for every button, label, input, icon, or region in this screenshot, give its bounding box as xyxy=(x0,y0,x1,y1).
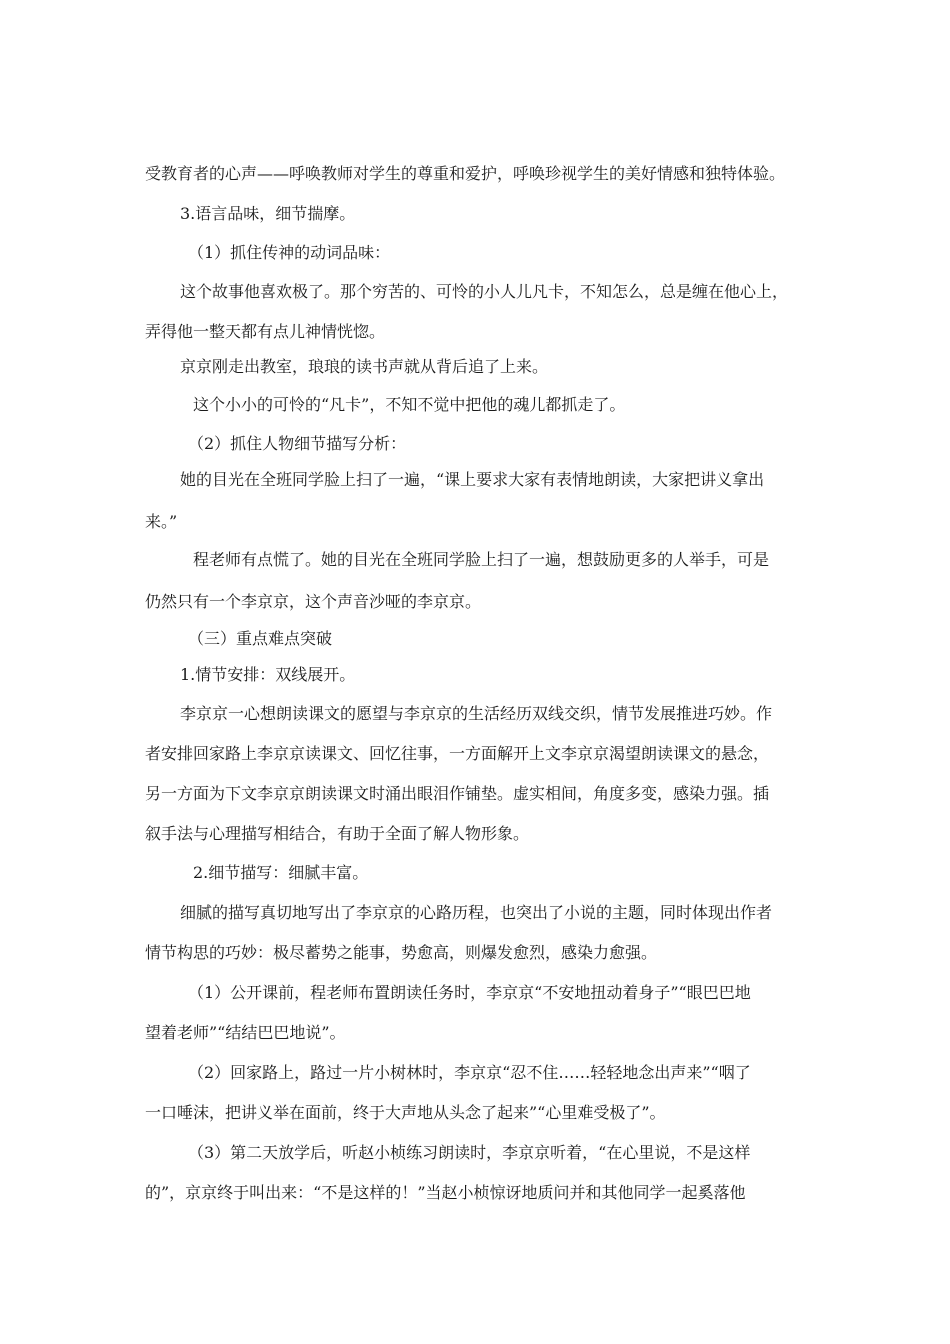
text-line: 叙手法与心理描写相结合，有助于全面了解人物形象。 xyxy=(145,824,530,843)
text-line: 受教育者的心声——呼唤教师对学生的尊重和爱护，呼唤珍视学生的美好情感和独特体验。 xyxy=(145,164,786,183)
section-heading: 2.细节描写：细腻丰富。 xyxy=(193,863,369,882)
text-line: 者安排回家路上李京京读课文、回忆往事，一方面解开上文李京京渴望朗读课文的悬念， xyxy=(145,744,770,763)
text-line: 弄得他一整天都有点儿神情恍惚。 xyxy=(145,322,386,341)
text-line: 细腻的描写真切地写出了李京京的心路历程，也突出了小说的主题，同时体现出作者 xyxy=(180,903,773,922)
section-heading: 1.情节安排：双线展开。 xyxy=(180,665,356,684)
text-line: 仍然只有一个李京京，这个声音沙哑的李京京。 xyxy=(145,592,482,611)
text-line: 她的目光在全班同学脸上扫了一遍，“课上要求大家有表情地朗读，大家把讲义拿出 xyxy=(180,470,765,489)
text-line: 望着老师”“结结巴巴地说”。 xyxy=(145,1023,346,1042)
text-line: 来。” xyxy=(145,512,178,531)
text-line: 这个小小的可怜的“凡卡”，不知不觉中把他的魂儿都抓走了。 xyxy=(193,395,626,414)
text-line: 程老师有点慌了。她的目光在全班同学脸上扫了一遍，想鼓励更多的人举手，可是 xyxy=(193,550,770,569)
text-line: 京京刚走出教室，琅琅的读书声就从背后追了上来。 xyxy=(180,357,549,376)
section-heading: （三）重点难点突破 xyxy=(188,629,333,648)
text-line: 这个故事他喜欢极了。那个穷苦的、可怜的小人儿凡卡，不知怎么，总是缠在他心上， xyxy=(180,282,789,301)
text-line: （2）回家路上，路过一片小树林时，李京京“忍不住……轻轻地念出声来”“咽了 xyxy=(188,1063,751,1082)
section-heading: 3.语言品味，细节揣摩。 xyxy=(180,204,356,223)
text-line: 李京京一心想朗读课文的愿望与李京京的生活经历双线交织，情节发展推进巧妙。作 xyxy=(180,704,773,723)
text-line: （1）公开课前，程老师布置朗读任务时，李京京“不安地扭动着身子”“眼巴巴地 xyxy=(188,983,751,1002)
text-line: 一口唾沫，把讲义举在面前，终于大声地从头念了起来”“心里难受极了”。 xyxy=(145,1103,666,1122)
subsection-heading: （2）抓住人物细节描写分析： xyxy=(188,434,407,453)
text-line: 的”，京京终于叫出来：“不是这样的！”当赵小桢惊讶地质问并和其他同学一起奚落他 xyxy=(145,1183,746,1202)
text-line: （3）第二天放学后，听赵小桢练习朗读时，李京京听着，“在心里说，不是这样 xyxy=(188,1143,751,1162)
text-line: 另一方面为下文李京京朗读课文时涌出眼泪作铺垫。虚实相间，角度多变，感染力强。插 xyxy=(145,784,770,803)
text-line: 情节构思的巧妙：极尽蓄势之能事，势愈高，则爆发愈烈，感染力愈强。 xyxy=(145,943,658,962)
subsection-heading: （1）抓住传神的动词品味： xyxy=(188,243,391,262)
